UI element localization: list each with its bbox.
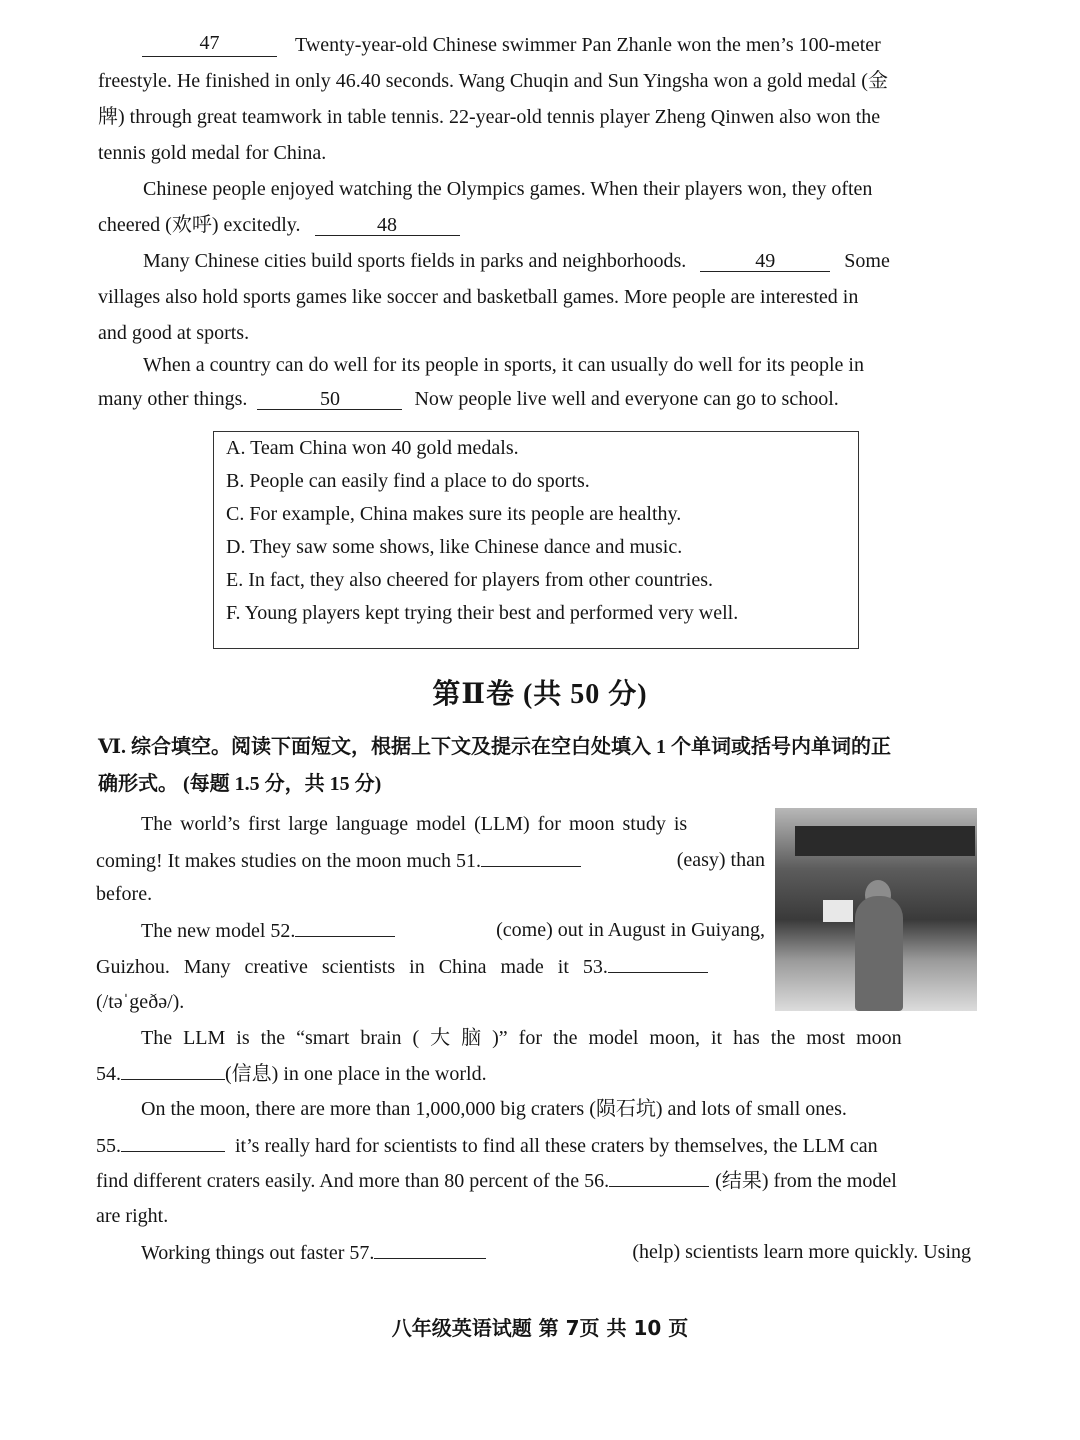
blank-48: 48	[315, 215, 460, 236]
p4-text-b-end: Now people live well and everyone can go to school.	[414, 388, 839, 410]
p7-text-a: 54.	[96, 1063, 121, 1085]
page-footer: 八年级英语试题 第 7页 共 10 页	[391, 1316, 689, 1340]
blank-52[interactable]	[295, 918, 395, 937]
instructions-line1: Ⅵ. 综合填空。阅读下面短文，根据上下文及提示在空白处填入 1 个单词或括号内单词的正	[98, 736, 891, 758]
p4-line1: When a country can do well for its people in sports, it can usually do well for its people in	[143, 354, 864, 376]
p4-line2	[98, 387, 986, 411]
p8-text-c: find different craters easily. And more than 80 percent of the 56.	[96, 1170, 610, 1192]
p9-line1	[141, 1240, 971, 1265]
option-d: D. They saw some shows, like Chinese dance and music.	[226, 536, 683, 558]
p7-text-b: (信息) in one place in the world.	[225, 1063, 487, 1085]
blank-53[interactable]	[608, 954, 708, 973]
p8-text-b: it’s really hard for scientists to find all these craters by themselves, the LLM can	[235, 1135, 878, 1157]
p5-line1: The world’s first large language model (LLM) for moon study is	[141, 813, 688, 835]
p1-line2: freestyle. He finished in only 46.40 seconds. Wang Chuqin and Sun Yingsha won a gold medal (金	[98, 70, 888, 92]
option-a: A. Team China won 40 gold medals.	[226, 437, 519, 459]
option-e: E. In fact, they also cheered for players from other countries.	[226, 569, 714, 591]
p5-line3: before.	[96, 883, 153, 905]
p1-text-a: Twenty-year-old Chinese swimmer Pan Zhanle won the men’s 100-meter	[295, 34, 881, 56]
p6-text-c: Guizhou. Many creative scientists in China made it 53.	[96, 956, 608, 978]
p1-line3: 牌) through great teamwork in table tennis. 22-year-old tennis player Zheng Qinwen also won the	[98, 106, 881, 128]
p3-text-a: Many Chinese cities build sports fields in parks and neighborhoods.	[143, 250, 687, 272]
p8-line1: On the moon, there are more than 1,000,000 big craters (陨石坑) and lots of small ones.	[141, 1098, 847, 1120]
p5-line2	[96, 848, 765, 873]
blank-57[interactable]	[374, 1240, 486, 1259]
option-f: F. Young players kept trying their best and performed very well.	[226, 602, 739, 624]
p7-line2	[96, 1061, 984, 1086]
options-box	[213, 431, 859, 649]
p8-text-d: (结果) from the model	[715, 1170, 897, 1192]
p9-text-a: Working things out faster 57.	[141, 1242, 375, 1264]
blank-56[interactable]	[609, 1168, 709, 1187]
p8-line3	[96, 1168, 976, 1193]
p3-line3: and good at sports.	[98, 322, 250, 344]
p9-text-b: (help) scientists learn more quickly. Using	[632, 1241, 971, 1263]
blank-47: 47	[142, 33, 277, 57]
p8-line4: are right.	[96, 1205, 169, 1227]
p4-text-b: many other things.	[98, 388, 248, 410]
p2-line2	[98, 213, 986, 237]
p3-line1	[143, 249, 986, 273]
p5-text-b: (easy) than	[676, 849, 765, 871]
blank-49: 49	[700, 251, 830, 272]
option-b: B. People can easily find a place to do sports.	[226, 470, 590, 492]
p8-text-a: 55.	[96, 1135, 121, 1157]
blank-50: 50	[257, 389, 402, 410]
section-title: 第Ⅱ卷 (共 50 分)	[432, 679, 648, 710]
blank-54[interactable]	[121, 1061, 225, 1080]
option-c: C. For example, China makes sure its people are healthy.	[226, 503, 682, 525]
blank-51[interactable]	[481, 848, 581, 867]
p6-text-b: (come) out in August in Guiyang,	[496, 919, 765, 941]
p1-line1	[98, 33, 986, 57]
p3-text-a-end: Some	[844, 250, 890, 272]
p8-line2	[96, 1133, 976, 1158]
instructions-line2: 确形式。 (每题 1.5 分，共 15 分)	[98, 773, 382, 795]
moon-model-photo	[775, 808, 977, 1011]
p1-line4: tennis gold medal for China.	[98, 142, 327, 164]
p5-text-a: coming! It makes studies on the moon much 51.	[96, 850, 481, 872]
p3-line2: villages also hold sports games like soccer and basketball games. More people are interested in	[98, 286, 859, 308]
p7-line1: The LLM is the “smart brain ( 大 脑 )” for the model moon, it has the most moon	[141, 1027, 902, 1049]
photo-banner	[795, 826, 975, 856]
blank-55[interactable]	[121, 1133, 225, 1152]
p2-text-b: cheered (欢呼) excitedly.	[98, 214, 301, 236]
p6-line3: (/təˈgeðə/).	[96, 991, 185, 1013]
p6-line2	[96, 954, 765, 979]
p6-line1	[141, 918, 765, 943]
p6-text-a: The new model 52.	[141, 920, 296, 942]
p2-line1: Chinese people enjoyed watching the Olympics games. When their players won, they often	[143, 178, 873, 200]
